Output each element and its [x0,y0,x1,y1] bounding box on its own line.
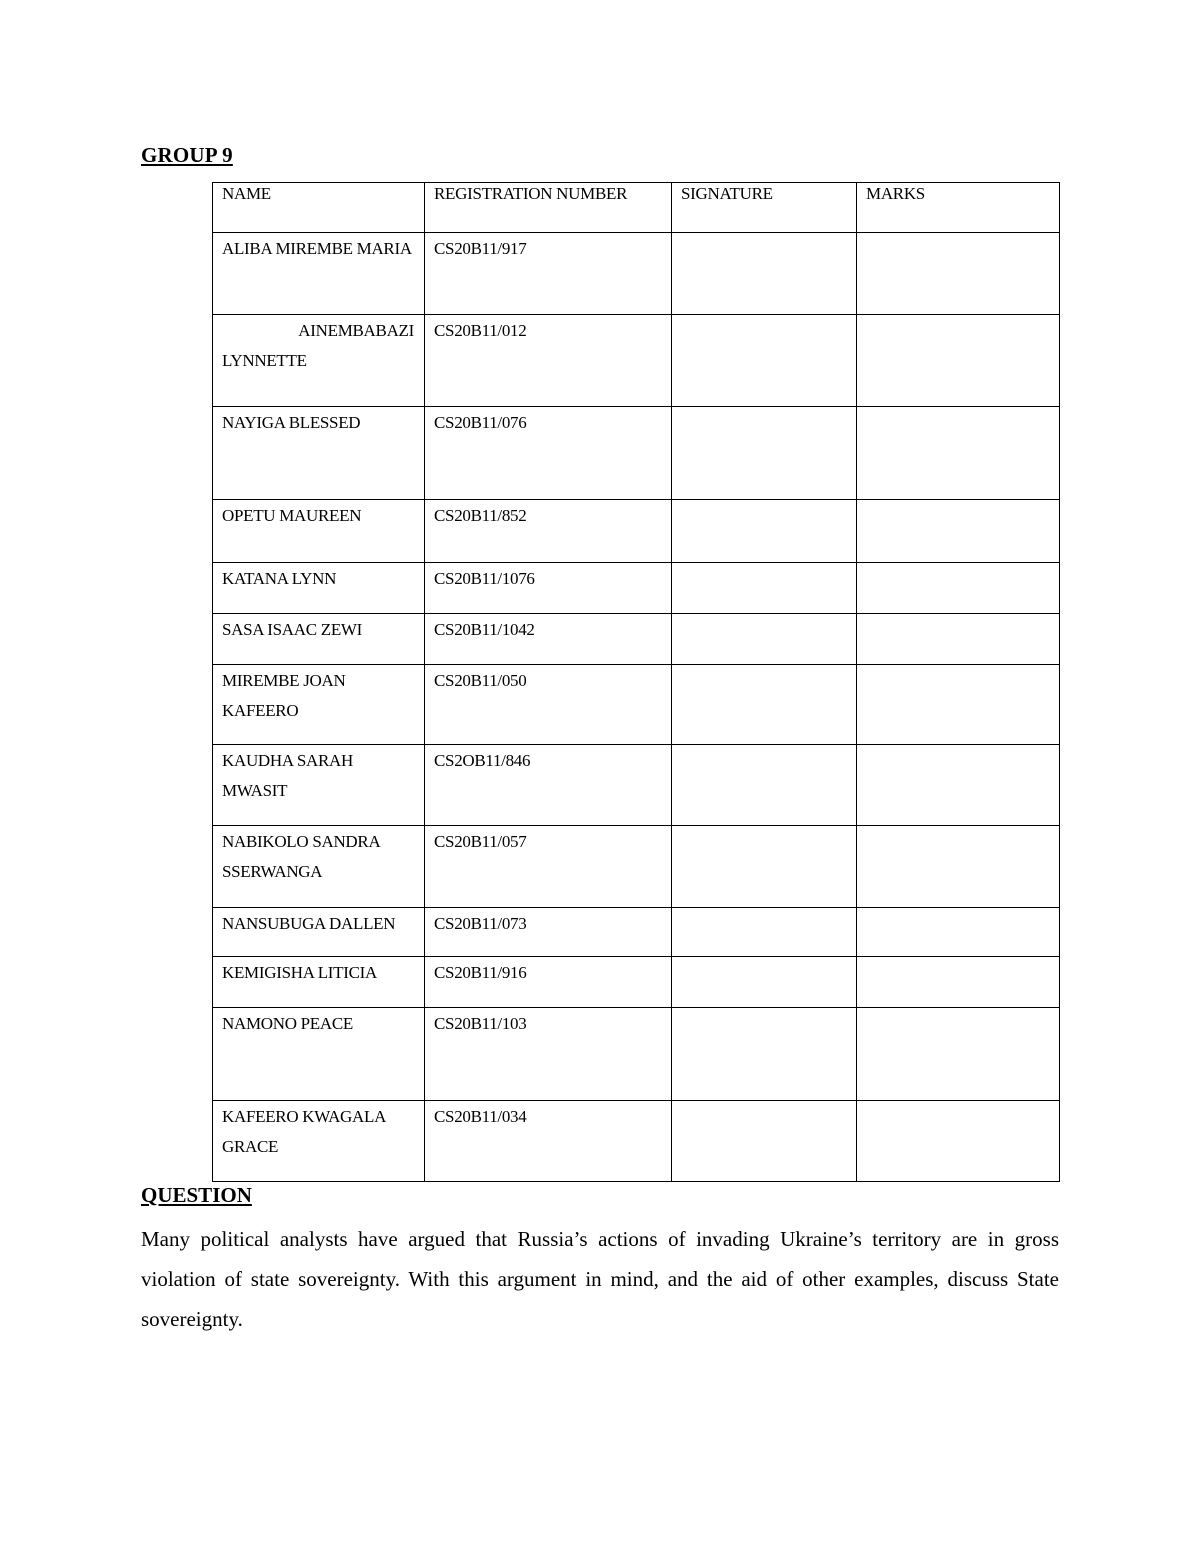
signature-cell[interactable] [672,826,857,908]
signature-cell[interactable] [672,1008,857,1101]
member-registration-number: CS2OB11/846 [425,745,672,826]
question-text: Many political analysts have argued that Russia’s actions of invading Ukraine’s territory are in gross violation of state sovereignty. With this argument in mind, and the aid of other examples, discuss State sovereignty. [141,1227,1059,1331]
group-title: GROUP 9 [141,143,233,167]
table-row [213,500,1060,563]
member-name: MIREMBE JOAN KAFEERO [213,665,425,745]
member-registration-number: CS20B11/057 [425,826,672,908]
member-name: ALIBA MIREMBE MARIA [213,233,425,315]
marks-cell[interactable] [857,563,1060,614]
marks-cell[interactable] [857,315,1060,407]
signature-cell[interactable] [672,233,857,315]
signature-cell[interactable] [672,500,857,563]
member-name: KAFEERO KWAGALA GRACE [213,1101,425,1182]
marks-cell[interactable] [857,957,1060,1008]
table-row [213,1101,1060,1182]
marks-cell[interactable] [857,233,1060,315]
marks-cell[interactable] [857,1101,1060,1182]
member-registration-number: CS20B11/916 [425,957,672,1008]
table-row [213,315,1060,407]
marks-cell[interactable] [857,908,1060,957]
signature-cell[interactable] [672,745,857,826]
member-registration-number: CS20B11/103 [425,1008,672,1101]
signature-cell[interactable] [672,614,857,665]
member-name [213,315,425,407]
member-name-last: LYNNETTE [222,351,307,370]
table-row [213,563,1060,614]
table-row [213,233,1060,315]
signature-cell[interactable] [672,407,857,500]
member-name: KATANA LYNN [213,563,425,614]
member-name-first: AINEMBABAZI [298,321,414,340]
marks-cell[interactable] [857,745,1060,826]
member-name: OPETU MAUREEN [213,500,425,563]
table-row [213,908,1060,957]
marks-cell[interactable] [857,665,1060,745]
header-name: NAME [213,183,425,233]
member-registration-number: CS20B11/852 [425,500,672,563]
member-name: NAMONO PEACE [213,1008,425,1101]
table-row [213,614,1060,665]
signature-cell[interactable] [672,563,857,614]
member-name: NANSUBUGA DALLEN [213,908,425,957]
header-registration-number: REGISTRATION NUMBER [425,183,672,233]
table-row [213,826,1060,908]
member-name: KAUDHA SARAH MWASIT [213,745,425,826]
member-registration-number: CS20B11/073 [425,908,672,957]
table-row [213,957,1060,1008]
signature-cell[interactable] [672,665,857,745]
signature-cell[interactable] [672,315,857,407]
marks-cell[interactable] [857,614,1060,665]
header-marks: MARKS [857,183,1060,233]
table-header-row [213,183,1060,233]
table-row [213,407,1060,500]
member-name: KEMIGISHA LITICIA [213,957,425,1008]
table-row [213,1008,1060,1101]
member-registration-number: CS20B11/076 [425,407,672,500]
member-registration-number: CS20B11/1076 [425,563,672,614]
signature-cell[interactable] [672,957,857,1008]
members-table [212,182,1060,1182]
signature-cell[interactable] [672,908,857,957]
member-registration-number: CS20B11/012 [425,315,672,407]
marks-cell[interactable] [857,407,1060,500]
question-title: QUESTION [141,1183,252,1207]
marks-cell[interactable] [857,500,1060,563]
header-signature: SIGNATURE [672,183,857,233]
table-row [213,745,1060,826]
marks-cell[interactable] [857,1008,1060,1101]
member-name: NAYIGA BLESSED [213,407,425,500]
member-name: NABIKOLO SANDRA SSERWANGA [213,826,425,908]
member-registration-number: CS20B11/917 [425,233,672,315]
table-row [213,665,1060,745]
member-registration-number: CS20B11/050 [425,665,672,745]
member-registration-number: CS20B11/034 [425,1101,672,1182]
member-name: SASA ISAAC ZEWI [213,614,425,665]
signature-cell[interactable] [672,1101,857,1182]
member-registration-number: CS20B11/1042 [425,614,672,665]
marks-cell[interactable] [857,826,1060,908]
